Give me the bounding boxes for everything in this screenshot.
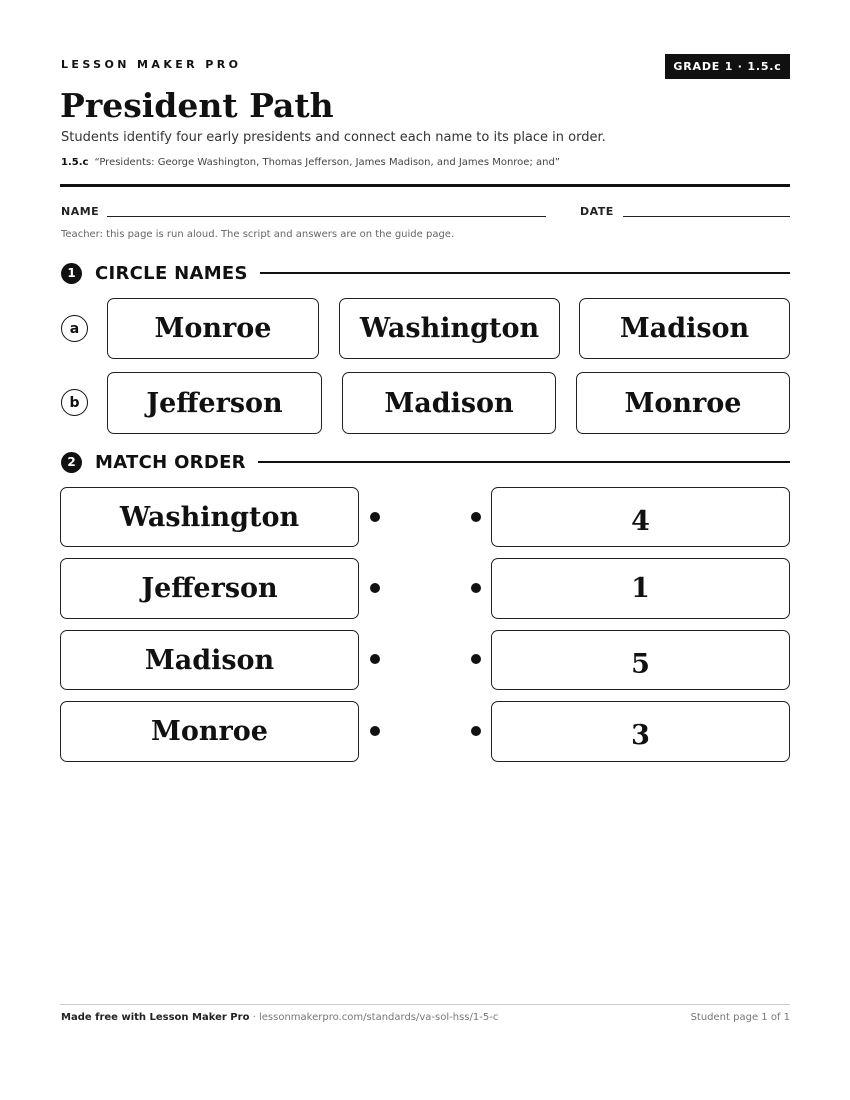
grade-badge: GRADE 1 · 1.5.c	[665, 54, 790, 79]
match-left-card[interactable]: Madison	[60, 630, 359, 690]
teacher-note: Teacher: this page is run aloud. The script and answers are on the guide page.	[61, 229, 455, 240]
date-label: DATE	[580, 205, 614, 218]
circle-word-card[interactable]: Madison	[342, 372, 556, 434]
match-left-dot[interactable]	[370, 726, 380, 736]
match-right-dot[interactable]	[471, 512, 481, 522]
match-right-dot[interactable]	[471, 726, 481, 736]
header-divider	[60, 184, 790, 187]
section-2-heading	[61, 451, 790, 473]
match-right-card[interactable]: 4	[491, 487, 790, 547]
match-right-card[interactable]: 1	[491, 558, 790, 619]
footer-credit	[61, 1012, 498, 1023]
row-letter-a: a	[61, 315, 88, 342]
standard-citation	[61, 157, 560, 168]
page-subtitle: Students identify four early presidents and connect each name to its place in order.	[61, 130, 606, 145]
section-1-title: CIRCLE NAMES	[95, 262, 248, 284]
match-left-dot[interactable]	[370, 583, 380, 593]
circle-word-card[interactable]: Jefferson	[107, 372, 322, 434]
match-right-card[interactable]: 5	[491, 630, 790, 690]
circle-word-card[interactable]: Monroe	[576, 372, 790, 434]
section-2-number: 2	[61, 452, 82, 473]
section-2-rule	[258, 461, 790, 463]
standard-code: 1.5.c	[61, 157, 89, 168]
match-left-dot[interactable]	[370, 512, 380, 522]
circle-word-card[interactable]: Madison	[579, 298, 790, 359]
section-1-number: 1	[61, 263, 82, 284]
brand-name: LESSON MAKER PRO	[61, 58, 242, 71]
footer-made-with: Made free with Lesson Maker Pro	[61, 1012, 250, 1023]
section-2-title: MATCH ORDER	[95, 451, 246, 473]
section-1-heading	[61, 262, 790, 284]
footer-divider	[60, 1004, 790, 1005]
match-right-card[interactable]: 3	[491, 701, 790, 762]
match-left-card[interactable]: Jefferson	[60, 558, 359, 619]
name-field[interactable]	[107, 216, 546, 217]
footer-url[interactable]: lessonmakerpro.com/standards/va-sol-hss/1-5-c	[258, 1012, 499, 1023]
match-left-dot[interactable]	[370, 654, 380, 664]
match-right-dot[interactable]	[471, 654, 481, 664]
match-left-card[interactable]: Monroe	[60, 701, 359, 762]
standard-text: “Presidents: George Washington, Thomas Jefferson, James Madison, and James Monroe; and”	[94, 157, 560, 168]
match-right-dot[interactable]	[471, 583, 481, 593]
footer-page-number: Student page 1 of 1	[690, 1012, 790, 1023]
page-title: President Path	[60, 86, 334, 125]
section-1-rule	[260, 272, 790, 274]
match-left-card[interactable]: Washington	[60, 487, 359, 547]
footer-separator: ·	[249, 1012, 259, 1023]
row-letter-b: b	[61, 389, 88, 416]
date-field[interactable]	[623, 216, 790, 217]
name-label: NAME	[61, 205, 100, 218]
circle-word-card[interactable]: Washington	[339, 298, 560, 359]
circle-word-card[interactable]: Monroe	[107, 298, 319, 359]
